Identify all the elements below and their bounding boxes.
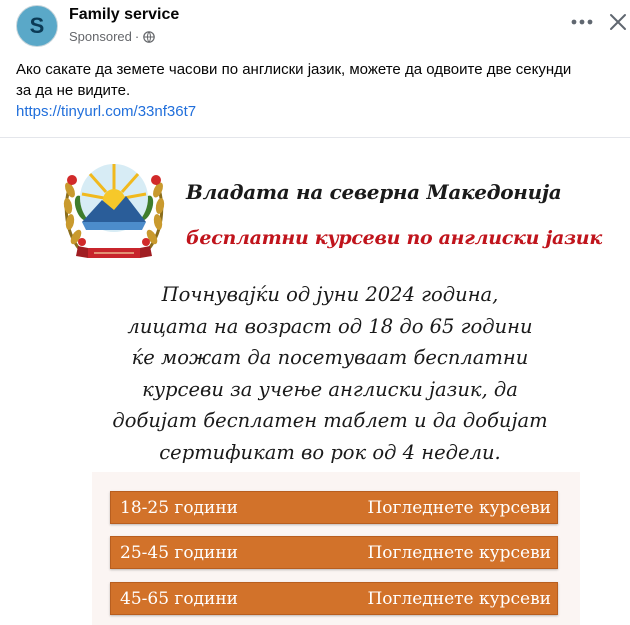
course-age-label: 18-25 години (120, 497, 239, 518)
post-header (0, 0, 630, 60)
globe-icon (143, 31, 155, 43)
ad-body-line: курсеви за учење англиски јазик, да (142, 377, 518, 401)
course-action-label: Погледнете курсеви (367, 542, 551, 563)
ad-body-line: ќе можат да посетуваат бесплатни (131, 346, 529, 369)
course-button-25-45[interactable] (110, 536, 558, 569)
page-name-link[interactable]: Family service (69, 6, 180, 23)
course-age-label: 45-65 години (120, 588, 239, 609)
ad-body-line: сертификат во рок од 4 недели. (159, 440, 501, 464)
post-message-line-1: Ако сакате да земете часови по англиски јазик, можете да одвоите две секунди (16, 61, 572, 78)
ad-title: Владата на северна Македонија (186, 180, 562, 204)
sponsored-row (69, 29, 155, 44)
more-horizontal-icon (571, 19, 593, 25)
more-options-button[interactable] (568, 12, 596, 32)
ad-body-line: лицата на возраст од 18 до 65 години (127, 314, 533, 338)
course-button-18-25[interactable] (110, 491, 558, 524)
course-button-45-65[interactable] (110, 582, 558, 615)
separator-dot: · (134, 29, 140, 44)
ad-body-text (80, 279, 580, 468)
avatar-letter: S (29, 13, 45, 38)
sponsored-label[interactable]: Sponsored (69, 29, 132, 44)
ad-body-line: добијат бесплатен таблет и да добијат (112, 409, 548, 432)
hide-post-button[interactable] (606, 10, 630, 34)
ad-subtitle: бесплатни курсеви по англиски јазик (186, 227, 602, 249)
course-action-label: Погледнете курсеви (367, 497, 551, 518)
course-age-label: 25-45 години (120, 542, 239, 563)
page-avatar[interactable] (16, 5, 58, 47)
coat-of-arms-emblem (60, 150, 168, 265)
post-message-line-2: за да не видите. (16, 82, 131, 99)
close-icon (609, 13, 627, 31)
course-action-label: Погледнете курсеви (367, 588, 551, 609)
ad-body-line: Почнувајќи од јуни 2024 година, (161, 283, 499, 306)
post-link[interactable]: https://tinyurl.com/33nf36t7 (16, 103, 197, 120)
post-message (16, 59, 630, 101)
